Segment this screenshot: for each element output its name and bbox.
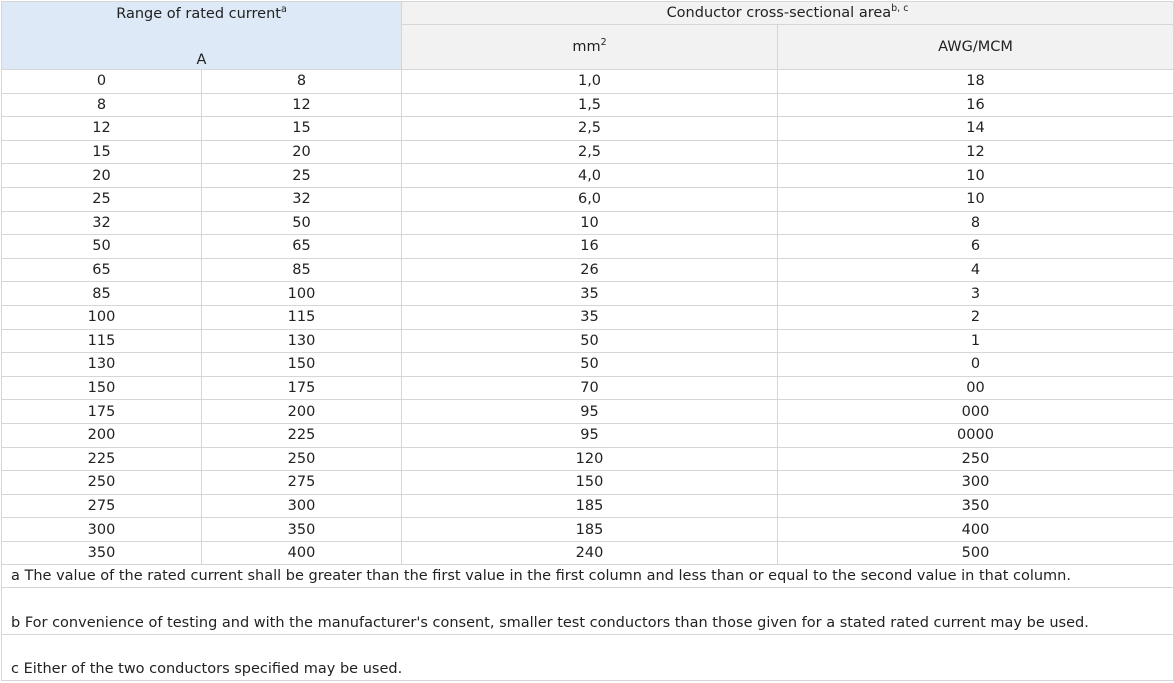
awg-cell: 500 xyxy=(778,541,1174,565)
footnote-c: c Either of the two conductors specified may be used. xyxy=(2,635,1174,681)
table-row xyxy=(2,117,1174,141)
table-row xyxy=(2,518,1174,542)
range-from-cell: 300 xyxy=(2,518,202,542)
mm2-cell: 185 xyxy=(402,494,778,518)
range-header xyxy=(2,2,402,70)
mm2-cell: 1,5 xyxy=(402,93,778,117)
range-to-cell: 32 xyxy=(202,187,402,211)
awg-cell: 00 xyxy=(778,376,1174,400)
range-to-cell: 85 xyxy=(202,258,402,282)
range-from-cell: 350 xyxy=(2,541,202,565)
mm2-cell: 240 xyxy=(402,541,778,565)
mm2-cell: 150 xyxy=(402,471,778,495)
range-from-cell: 50 xyxy=(2,235,202,259)
table-row xyxy=(2,282,1174,306)
range-from-cell: 150 xyxy=(2,376,202,400)
range-to-cell: 100 xyxy=(202,282,402,306)
range-to-cell: 130 xyxy=(202,329,402,353)
table-row xyxy=(2,400,1174,424)
awg-cell: 1 xyxy=(778,329,1174,353)
range-from-cell: 85 xyxy=(2,282,202,306)
mm2-cell: 4,0 xyxy=(402,164,778,188)
conductor-table xyxy=(1,1,1174,681)
awg-cell: 400 xyxy=(778,518,1174,542)
range-from-cell: 250 xyxy=(2,471,202,495)
range-to-cell: 350 xyxy=(202,518,402,542)
table-row xyxy=(2,376,1174,400)
awg-cell: 12 xyxy=(778,140,1174,164)
range-from-cell: 275 xyxy=(2,494,202,518)
awg-cell: 250 xyxy=(778,447,1174,471)
conductor-title: Conductor cross-sectional area xyxy=(666,5,892,21)
footnote-a: a The value of the rated current shall be greater than the first value in the first column and less than or equal to the second value in that column. xyxy=(2,565,1174,588)
table-row xyxy=(2,541,1174,565)
range-to-cell: 150 xyxy=(202,353,402,377)
table-row xyxy=(2,471,1174,495)
awg-cell: 16 xyxy=(778,93,1174,117)
range-from-cell: 115 xyxy=(2,329,202,353)
awg-header: AWG/MCM xyxy=(778,25,1174,70)
mm2-cell: 2,5 xyxy=(402,117,778,141)
awg-cell: 6 xyxy=(778,235,1174,259)
range-from-cell: 100 xyxy=(2,305,202,329)
mm2-header: $mm^2$ xyxy=(402,25,778,70)
range-from-cell: 130 xyxy=(2,353,202,377)
table-row xyxy=(2,494,1174,518)
range-to-cell: 275 xyxy=(202,471,402,495)
table-row xyxy=(2,258,1174,282)
table-row xyxy=(2,187,1174,211)
awg-cell: 300 xyxy=(778,471,1174,495)
table-row xyxy=(2,305,1174,329)
awg-cell: 000 xyxy=(778,400,1174,424)
range-to-cell: 250 xyxy=(202,447,402,471)
table-row xyxy=(2,164,1174,188)
awg-cell: 18 xyxy=(778,70,1174,94)
range-from-cell: 225 xyxy=(2,447,202,471)
mm2-cell: 70 xyxy=(402,376,778,400)
table-row xyxy=(2,70,1174,94)
mm2-cell: 16 xyxy=(402,235,778,259)
range-title: Range of rated current xyxy=(116,6,281,22)
range-to-cell: 300 xyxy=(202,494,402,518)
awg-cell: 2 xyxy=(778,305,1174,329)
awg-cell: 14 xyxy=(778,117,1174,141)
mm2-cell: 10 xyxy=(402,211,778,235)
awg-cell: 0 xyxy=(778,353,1174,377)
footnote-b: b For convenience of testing and with the manufacturer's consent, smaller test conductors than those given for a stated rated current may be used. xyxy=(2,588,1174,635)
range-to-cell: 15 xyxy=(202,117,402,141)
mm2-cell: 50 xyxy=(402,329,778,353)
mm2-cell: 120 xyxy=(402,447,778,471)
range-to-cell: 175 xyxy=(202,376,402,400)
range-to-cell: 20 xyxy=(202,140,402,164)
range-to-cell: 115 xyxy=(202,305,402,329)
mm2-cell: 35 xyxy=(402,282,778,306)
range-to-cell: 50 xyxy=(202,211,402,235)
range-to-cell: 65 xyxy=(202,235,402,259)
range-from-cell: 32 xyxy=(2,211,202,235)
range-to-cell: 12 xyxy=(202,93,402,117)
mm2-cell: 6,0 xyxy=(402,187,778,211)
mm2-cell: 95 xyxy=(402,400,778,424)
range-from-cell: 200 xyxy=(2,423,202,447)
table-row xyxy=(2,235,1174,259)
table-row xyxy=(2,353,1174,377)
range-from-cell: 12 xyxy=(2,117,202,141)
mm2-cell: 1,0 xyxy=(402,70,778,94)
range-to-cell: 8 xyxy=(202,70,402,94)
mm2-cell: 95 xyxy=(402,423,778,447)
awg-cell: 10 xyxy=(778,164,1174,188)
table-row xyxy=(2,447,1174,471)
conductor-footnote-ref: b, c xyxy=(891,3,909,15)
table-row xyxy=(2,93,1174,117)
awg-cell: 10 xyxy=(778,187,1174,211)
range-from-cell: 20 xyxy=(2,164,202,188)
range-unit: A xyxy=(196,52,207,68)
awg-cell: 0000 xyxy=(778,423,1174,447)
range-to-cell: 400 xyxy=(202,541,402,565)
awg-cell: 3 xyxy=(778,282,1174,306)
range-to-cell: 25 xyxy=(202,164,402,188)
range-from-cell: 175 xyxy=(2,400,202,424)
mm2-cell: 35 xyxy=(402,305,778,329)
range-from-cell: 65 xyxy=(2,258,202,282)
table-row xyxy=(2,211,1174,235)
range-to-cell: 200 xyxy=(202,400,402,424)
range-to-cell: 225 xyxy=(202,423,402,447)
mm2-cell: 2,5 xyxy=(402,140,778,164)
conductor-header xyxy=(402,2,1174,25)
range-from-cell: 0 xyxy=(2,70,202,94)
awg-cell: 350 xyxy=(778,494,1174,518)
table-row xyxy=(2,140,1174,164)
range-from-cell: 8 xyxy=(2,93,202,117)
range-footnote-ref: a xyxy=(280,4,287,16)
table-body xyxy=(2,70,1174,565)
range-from-cell: 15 xyxy=(2,140,202,164)
table-row xyxy=(2,329,1174,353)
mm2-cell: 185 xyxy=(402,518,778,542)
awg-cell: 4 xyxy=(778,258,1174,282)
table-row xyxy=(2,423,1174,447)
mm2-cell: 50 xyxy=(402,353,778,377)
range-from-cell: 25 xyxy=(2,187,202,211)
mm2-cell: 26 xyxy=(402,258,778,282)
awg-cell: 8 xyxy=(778,211,1174,235)
